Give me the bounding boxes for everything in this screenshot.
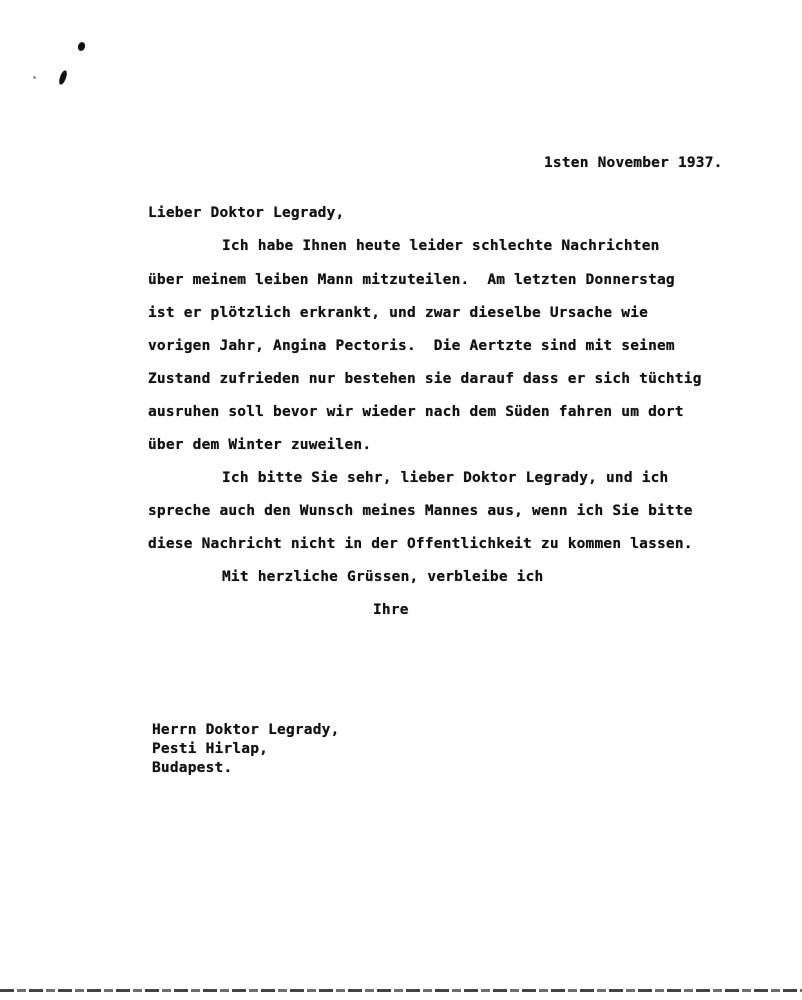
- letter-date: 1sten November 1937.: [544, 155, 723, 171]
- body-line: diese Nachricht nicht in der Offentlichkeit zu kommen lassen.: [148, 536, 693, 552]
- body-line: über dem Winter zuweilen.: [148, 437, 372, 453]
- body-line: Mit herzliche Grüssen, verbleibe ich: [222, 569, 544, 585]
- address-line: Budapest.: [152, 760, 233, 776]
- address-line: Herrn Doktor Legrady,: [152, 722, 340, 738]
- letter-salutation: Lieber Doktor Legrady,: [148, 205, 345, 221]
- body-line: Ich bitte Sie sehr, lieber Doktor Legrady, und ich: [222, 470, 669, 486]
- body-line: ist er plötzlich erkrankt, und zwar dieselbe Ursache wie: [148, 305, 649, 321]
- body-line: spreche auch den Wunsch meines Mannes aus, wenn ich Sie bitte: [148, 503, 693, 519]
- letter-closing: Ihre: [373, 602, 409, 618]
- address-line: Pesti Hirlap,: [152, 741, 269, 757]
- body-line: ausruhen soll bevor wir wieder nach dem Süden fahren um dort: [148, 404, 684, 420]
- body-line: Ich habe Ihnen heute leider schlechte Nachrichten: [222, 238, 660, 254]
- body-line: über meinem leiben Mann mitzuteilen. Am letzten Donnerstag: [148, 272, 675, 288]
- ink-mark: [58, 69, 69, 85]
- body-line: vorigen Jahr, Angina Pectoris. Die Aertzte sind mit seinem: [148, 338, 675, 354]
- body-line: Zustand zufrieden nur bestehen sie darauf dass er sich tüchtig: [148, 371, 702, 387]
- page-edge-rule: [0, 989, 802, 992]
- ink-mark: [33, 76, 36, 79]
- ink-mark: [77, 41, 87, 52]
